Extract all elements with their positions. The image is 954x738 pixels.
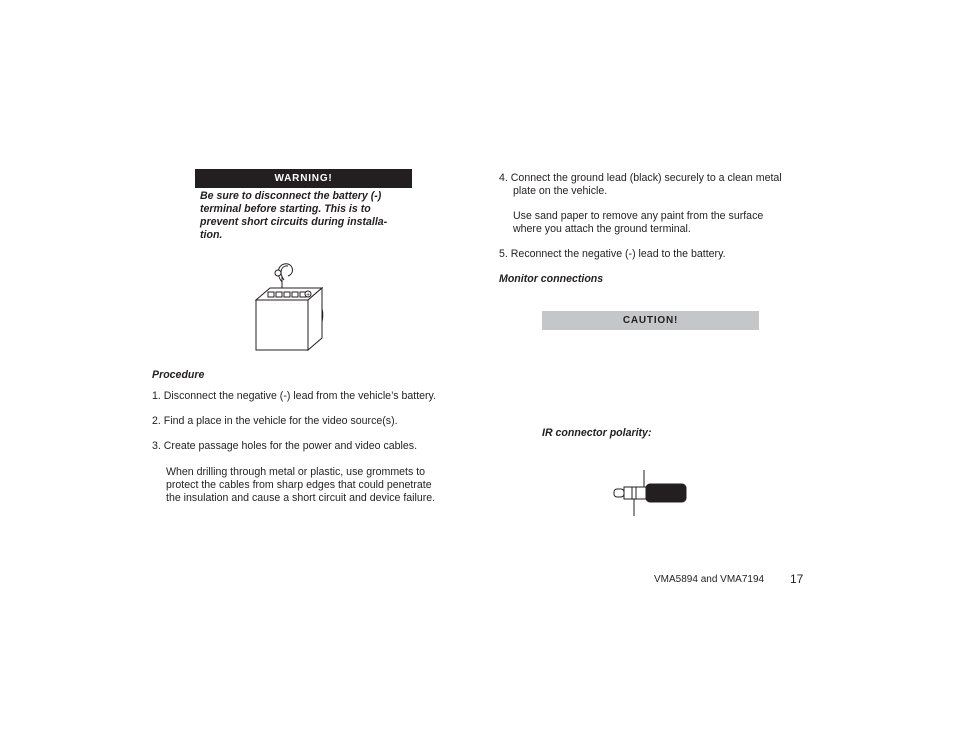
page-number: 17: [790, 572, 804, 586]
ir-polarity-heading: IR connector polarity:: [542, 427, 652, 439]
warning-line: Be sure to disconnect the battery (-): [200, 190, 382, 202]
procedure-step-3-note: [166, 466, 435, 505]
step-4-line: plate on the vehicle.: [513, 185, 608, 197]
note-line: where you attach the ground terminal.: [513, 223, 691, 235]
step-4-line: 4. Connect the ground lead (black) securely to a clean metal: [499, 172, 782, 184]
note-line: the insulation and cause a short circuit and device failure.: [166, 492, 436, 504]
note-line: When drilling through metal or plastic, use grommets to: [166, 466, 426, 478]
note-line: Use sand paper to remove any paint from the surface: [513, 210, 764, 222]
step-5: 5. Reconnect the negative (-) lead to the battery.: [499, 248, 726, 260]
ir-plug-illustration: [610, 468, 690, 520]
footer-model: VMA5894 and VMA7194: [654, 574, 765, 585]
warning-line: prevent short circuits during installa-: [200, 216, 388, 228]
monitor-connections-heading: Monitor connections: [499, 273, 604, 285]
svg-text:+: +: [306, 292, 311, 298]
procedure-step-2: 2. Find a place in the vehicle for the video source(s).: [152, 415, 398, 427]
step-4: [499, 172, 782, 198]
warning-text: [200, 190, 405, 242]
procedure-step-1: 1. Disconnect the negative (-) lead from the vehicle’s battery.: [152, 390, 437, 402]
note-line: protect the cables from sharp edges that could penetrate: [166, 479, 432, 491]
procedure-step-3: 3. Create passage holes for the power and video cables.: [152, 440, 418, 452]
battery-illustration: [248, 258, 332, 354]
step-4-note: [513, 210, 763, 236]
warning-line: tion.: [200, 229, 223, 241]
warning-banner: WARNING!: [195, 169, 412, 188]
warning-line: terminal before starting. This is to: [200, 203, 371, 215]
procedure-heading: Procedure: [152, 369, 205, 381]
caution-banner: CAUTION!: [542, 311, 759, 330]
